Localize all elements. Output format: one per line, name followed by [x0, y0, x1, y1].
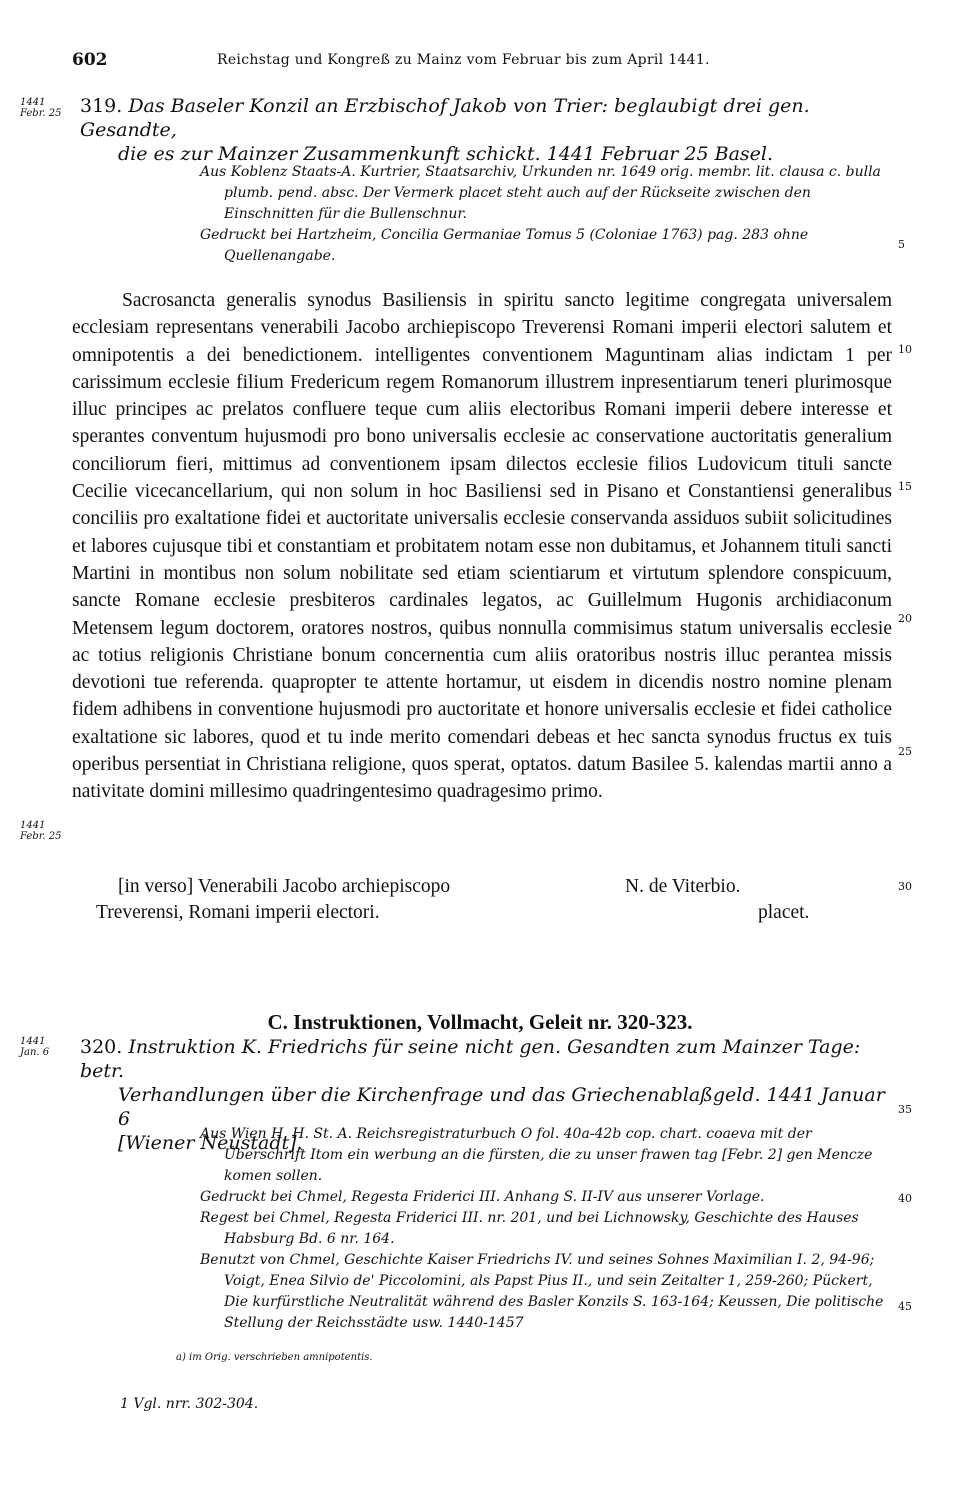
margin-date-319-end — [20, 820, 61, 842]
margin-month: Febr. 25 — [20, 831, 62, 842]
margin-year: 1441 — [20, 97, 46, 108]
line-number: 40 — [898, 1192, 912, 1205]
line-number: 10 — [898, 343, 912, 356]
print-note: Gedruckt bei Hartzheim, Concilia Germaniae Tomus 5 (Coloniae 1763) pag. 283 ohne Quellenangabe. — [200, 227, 809, 264]
letter-text: Sacrosancta generalis synodus Basiliensis in spiritu sancto legitime congregata universalem ecclesiam representans venerabili Jacobo archiepiscopo Treverensi Romani imperii electori salutem et omnipotentis a dei benedictionem. intelligentes conventionem Maguntinam alias indictam 1 per carissimum ecclesie filium Fredericum regem Romanorum illustrem inpresentiarum teneri plurimosque illuc principes ac prelatos confluere teque cum aliis electoribus Romani imperii debere interesse et sperantes conventum hujusmodi pro bono universalis ecclesie ac conservatione auctoritatis generalium conciliorum fieri, mittimus ad conventionem ipsam dilectos ecclesie filios Ludovicum tituli sancte Cecilie vicecancellarium, qui non solum in hoc Basiliensi sed in Pisano et Constantiensi generalibus conciliis pro exaltatione fidei et auctoritate universalis ecclesie conservanda assiduos subiit solicitudines et labores cujusque tibi et constantiam et probitatem notam esse non dubitamus, et Johannem tituli sancti Martini in montibus non solum nobilitate sed etiam scientiarum et virtutum splendore conspicuum, sancte Romane ecclesie presbiteros cardinales legatos, ac Guillelmum Hugonis archidiaconum Metensem legum doctorem, oratores nostros, quibus nonnulla commisimus statum universalis ecclesie ac totius religionis Christiane bonum concernentia cum aliis oratoribus nostris illuc perantea missis devotioni tue referenda. quapropter te attente hortamur, ut eisdem in dicendis nostro nomine plenam fidem adhibens in conventione hujusmodi pro auctoritate et honore universalis ecclesie et fidei catholice exaltatione sic labores, quod et tu inde merito comendari debeas et hec sancta synodus fructus ex tuis operibus persentiat in Christiana religione, quos sperat, optatos. datum Basilee 5. kalendas martii anno a nativitate domini millesimo quadringentesimo quadragesimo primo. — [72, 290, 892, 803]
margin-year: 1441 — [20, 1036, 46, 1047]
line-number: 30 — [898, 880, 912, 893]
title-line: Das Baseler Konzil an Erzbischof Jakob von Trier: beglaubigt drei gen. Gesandte, — [80, 95, 810, 141]
line-number: 25 — [898, 745, 912, 758]
verso-address-line1: [in verso] Venerabili Jacobo archiepiscopo — [118, 876, 451, 897]
source-note: Aus Wien H. H. St. A. Reichsregistraturbuch O fol. 40a-42b cop. chart. coaeva mit der Überschrift Itom ein werbung an die fürsten, die zu unser frawen tag [Febr. 2] gen Mencze komen sollen. — [200, 1126, 873, 1184]
margin-year: 1441 — [20, 820, 46, 831]
verso-address-line2: Treverensi, Romani imperii electori. — [96, 902, 380, 923]
margin-month: Febr. 25 — [20, 108, 62, 119]
letter-body — [72, 287, 892, 806]
margin-month: Jan. 6 — [20, 1047, 50, 1058]
title-line: Instruktion K. Friedrichs für seine nicht gen. Gesandten zum Mainzer Tage: betr. — [80, 1036, 861, 1082]
running-title: Reichstag und Kongreß zu Mainz vom Februar bis zum April 1441. — [217, 52, 710, 68]
line-number: 35 — [898, 1103, 912, 1116]
entry-number: 319. — [80, 95, 123, 117]
margin-date-320 — [20, 1036, 49, 1058]
signature-viterbio: N. de Viterbio. — [625, 876, 741, 897]
entry-320-notes — [200, 1124, 890, 1334]
literature-note: Benutzt von Chmel, Geschichte Kaiser Friedrichs IV. und seines Sohnes Maximilian I. 2, 94-96; Voigt, Enea Silvio de' Piccolomini, als Papst Pius II., und sein Zeitalter 1, 259-260; Pückert, Die kurfürstliche Neutralität während des Basler Konzils S. 163-164; Keussen, Die politische Stellung der Reichsstädte usw. 1440-1457 — [200, 1252, 884, 1331]
source-note: Aus Koblenz Staats-A. Kurtrier, Staatsarchiv, Urkunden nr. 1649 orig. membr. lit. clausa c. bulla plumb. pend. absc. Der Vermerk placet steht auch auf der Rückseite zwischen den Einschnitten für die Bullenschnur. — [200, 164, 881, 222]
page-number: 602 — [72, 50, 108, 70]
regest-note: Regest bei Chmel, Regesta Friderici III. nr. 201, und bei Lichnowsky, Geschichte des Hauses Habsburg Bd. 6 nr. 164. — [200, 1210, 859, 1247]
entry-number: 320. — [80, 1036, 123, 1058]
title-line: die es zur Mainzer Zusammenkunft schickt. 1441 Februar 25 Basel. — [118, 143, 774, 165]
entry-319-notes — [200, 162, 890, 267]
entry-319-title — [80, 94, 900, 166]
footnote-1: 1 Vgl. nrr. 302-304. — [120, 1396, 259, 1412]
margin-date-319 — [20, 97, 61, 119]
section-heading: C. Instruktionen, Vollmacht, Geleit nr. 320-323. — [267, 1010, 693, 1034]
print-note: Gedruckt bei Chmel, Regesta Friderici III. Anhang S. II-IV aus unserer Vorlage. — [200, 1189, 765, 1205]
line-number: 45 — [898, 1300, 912, 1313]
placet-mark: placet. — [758, 902, 810, 923]
page-header — [72, 50, 892, 74]
line-number: 20 — [898, 612, 912, 625]
title-line: [Wiener Neustadt]. — [118, 1132, 303, 1154]
line-number: 15 — [898, 480, 912, 493]
line-number: 5 — [898, 238, 905, 251]
title-line: Verhandlungen über die Kirchenfrage und das Griechenablaßgeld. 1441 Januar 6 — [118, 1084, 885, 1130]
footnote-a: a) im Orig. verschrieben amnipotentis. — [176, 1352, 373, 1363]
